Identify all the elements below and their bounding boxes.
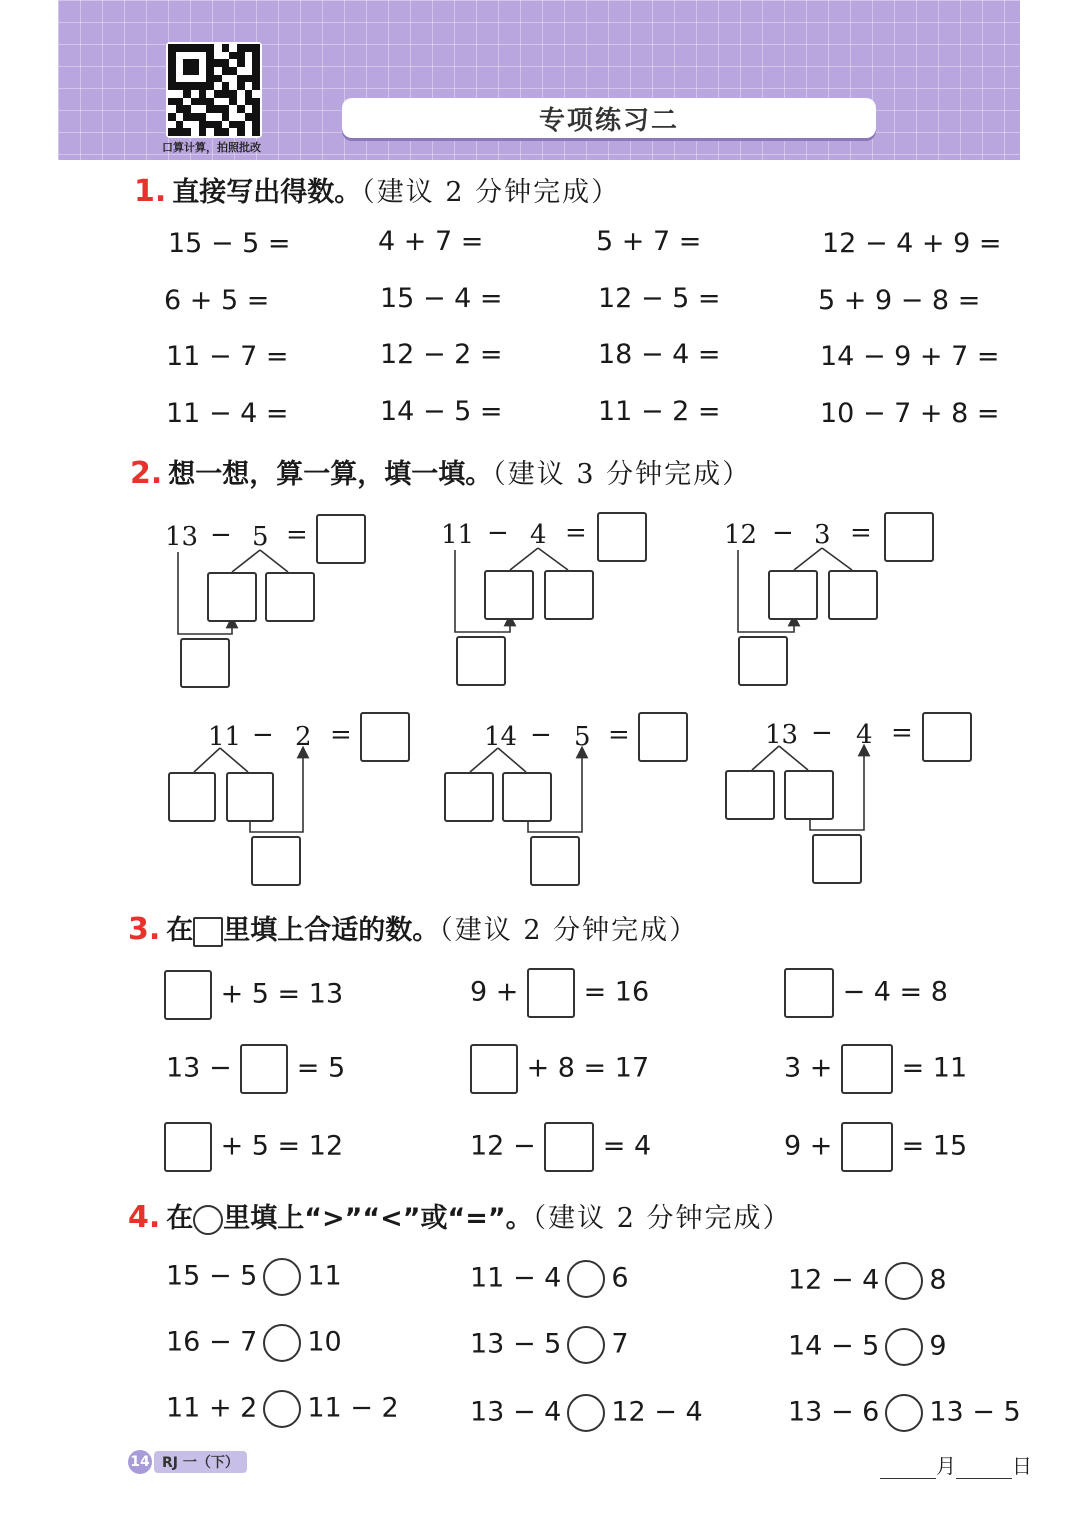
tree-subtrahend: 5 — [574, 722, 591, 752]
s1-problem: 14 − 5 = — [380, 396, 503, 427]
s3-post: = 16 — [583, 976, 650, 1008]
fill-box[interactable] — [164, 1122, 212, 1172]
s3-post: + 8 = 17 — [526, 1052, 650, 1084]
answer-box[interactable] — [360, 712, 410, 762]
fill-box[interactable] — [164, 970, 212, 1020]
split-box[interactable] — [784, 770, 834, 820]
tree-equals: = — [565, 518, 587, 548]
answer-box[interactable] — [597, 512, 647, 562]
tree-minuend: 14 — [484, 722, 518, 752]
s3-post: + 5 = 12 — [220, 1130, 344, 1162]
circle-symbol — [193, 1205, 223, 1235]
title-bar — [342, 98, 876, 138]
step-box[interactable] — [738, 636, 788, 686]
split-box[interactable] — [725, 770, 775, 820]
tree-subtrahend: 2 — [295, 722, 312, 752]
split-box[interactable] — [207, 572, 257, 622]
s4-problem — [470, 1394, 703, 1432]
s4-left: 12 − 4 — [788, 1264, 880, 1296]
s3-problem — [470, 1044, 649, 1094]
page-number: 14 — [128, 1450, 152, 1474]
s3-pre: 9 + — [784, 1130, 833, 1162]
tree-subtrahend: 4 — [530, 520, 547, 550]
tree-subtrahend: 4 — [856, 720, 873, 750]
s3-pre: 12 − — [470, 1130, 536, 1162]
tree-minuend: 12 — [724, 520, 758, 550]
tree-minus: − — [252, 720, 274, 750]
fill-box[interactable] — [240, 1044, 288, 1094]
s3-post: + 5 = 13 — [220, 978, 344, 1010]
section4-heading — [128, 1196, 791, 1235]
section3-note: （建议 2 分钟完成） — [439, 915, 699, 946]
fill-box[interactable] — [527, 968, 575, 1018]
fill-box[interactable] — [784, 968, 834, 1018]
answer-box[interactable] — [922, 712, 972, 762]
month-blank[interactable] — [880, 1458, 936, 1479]
qr-caption: 口算计算，拍照批改 — [162, 141, 261, 154]
s1-problem: 5 + 7 = — [596, 226, 702, 257]
s1-problem: 14 − 9 + 7 = — [820, 341, 1000, 372]
answer-box[interactable] — [884, 512, 934, 562]
step-box[interactable] — [530, 836, 580, 886]
section1-title: 直接写出得数。 — [172, 177, 362, 208]
split-box[interactable] — [768, 570, 818, 620]
s4-left: 15 − 5 — [166, 1260, 258, 1292]
tree-minus: − — [811, 718, 833, 748]
section4-title-post: 里填上“>”“<”或“=”。 — [223, 1203, 533, 1234]
day-label: 日 — [1012, 1454, 1032, 1478]
split-box[interactable] — [484, 570, 534, 620]
fill-box[interactable] — [841, 1044, 893, 1094]
s4-left: 14 − 5 — [788, 1330, 880, 1362]
tree-minuend: 11 — [208, 722, 242, 752]
grade-tag: RJ 一（下） — [154, 1451, 247, 1473]
s3-pre: 9 + — [470, 976, 519, 1008]
s3-post: = 5 — [296, 1052, 346, 1084]
section2-note: （建议 3 分钟完成） — [492, 459, 752, 490]
step-box[interactable] — [180, 638, 230, 688]
s1-problem: 12 − 2 = — [380, 339, 503, 370]
tree-minus: − — [210, 520, 232, 550]
split-box[interactable] — [226, 772, 274, 822]
month-label: 月 — [936, 1454, 956, 1478]
tree-minus: − — [487, 518, 509, 548]
qr-code-icon[interactable] — [166, 42, 262, 138]
compare-circle[interactable] — [567, 1260, 605, 1298]
s3-problem — [784, 1122, 967, 1172]
split-box[interactable] — [828, 570, 878, 620]
s3-problem — [784, 968, 948, 1018]
tree-subtrahend: 5 — [252, 522, 269, 552]
s4-right: 7 — [611, 1328, 629, 1360]
s4-problem — [470, 1326, 629, 1364]
s4-left: 13 − 6 — [788, 1396, 880, 1428]
day-blank[interactable] — [956, 1458, 1012, 1479]
tree-equals: = — [286, 520, 308, 550]
s4-right: 9 — [929, 1330, 947, 1362]
compare-circle[interactable] — [885, 1394, 923, 1432]
s3-pre: 13 − — [166, 1052, 232, 1084]
split-box[interactable] — [168, 772, 216, 822]
compare-circle[interactable] — [263, 1390, 301, 1428]
s1-problem: 15 − 5 = — [168, 228, 291, 259]
compare-circle[interactable] — [263, 1258, 301, 1296]
s1-problem: 15 − 4 = — [380, 283, 503, 314]
section4-note: （建议 2 分钟完成） — [532, 1203, 792, 1234]
compare-circle[interactable] — [263, 1324, 301, 1362]
s4-right: 13 − 5 — [929, 1396, 1021, 1428]
section3-title-pre: 在 — [166, 915, 194, 946]
tree-equals: = — [850, 518, 872, 548]
section2-heading — [130, 452, 751, 491]
s4-right: 10 — [307, 1326, 342, 1358]
s3-problem — [164, 970, 343, 1020]
s3-problem — [470, 968, 649, 1018]
compare-circle[interactable] — [567, 1326, 605, 1364]
s4-problem — [470, 1260, 629, 1298]
s3-problem — [166, 1044, 345, 1094]
s4-right: 8 — [929, 1264, 947, 1296]
s3-problem — [164, 1122, 343, 1172]
s4-problem — [166, 1324, 342, 1362]
tree-minus: − — [530, 720, 552, 750]
s4-right: 11 — [307, 1260, 342, 1292]
split-box[interactable] — [502, 772, 552, 822]
s4-left: 13 − 4 — [470, 1396, 562, 1428]
s4-right: 11 − 2 — [307, 1392, 399, 1424]
fill-box[interactable] — [470, 1044, 518, 1094]
fill-box[interactable] — [544, 1122, 594, 1172]
s4-right: 12 − 4 — [611, 1396, 703, 1428]
tree-equals: = — [608, 720, 630, 750]
section3-title-post: 里填上合适的数。 — [223, 915, 440, 946]
s1-problem: 11 − 2 = — [598, 396, 721, 427]
s1-problem: 5 + 9 − 8 = — [818, 285, 981, 316]
fill-box[interactable] — [841, 1122, 893, 1172]
s1-problem: 11 − 4 = — [166, 398, 289, 429]
s4-left: 11 + 2 — [166, 1392, 258, 1424]
answer-box[interactable] — [316, 514, 366, 564]
split-box[interactable] — [544, 570, 594, 620]
tree-subtrahend: 3 — [814, 520, 831, 550]
s4-problem — [788, 1262, 947, 1300]
tree-minuend: 11 — [441, 520, 475, 550]
s4-problem — [788, 1394, 1021, 1432]
date-area — [880, 1450, 1032, 1479]
s1-problem: 6 + 5 = — [164, 285, 270, 316]
tree-equals: = — [891, 718, 913, 748]
section2-title: 想一想，算一算，填一填。 — [168, 459, 493, 490]
tree-equals: = — [330, 720, 352, 750]
s1-problem: 18 − 4 = — [598, 339, 721, 370]
box-symbol — [193, 917, 223, 947]
page-title: 专项练习二 — [538, 105, 679, 136]
s3-post: = 11 — [901, 1052, 968, 1084]
split-box[interactable] — [265, 572, 315, 622]
s4-right: 6 — [611, 1262, 629, 1294]
section1-number: 1. — [134, 174, 167, 209]
page-badge — [128, 1450, 247, 1474]
s4-left: 11 − 4 — [470, 1262, 562, 1294]
s3-post: = 15 — [901, 1130, 968, 1162]
tree-minuend: 13 — [165, 522, 199, 552]
section4-title-pre: 在 — [166, 1203, 194, 1234]
section1-heading — [134, 170, 620, 209]
s3-post: − 4 = 8 — [842, 976, 948, 1008]
s4-problem — [788, 1328, 947, 1366]
s3-problem — [470, 1122, 651, 1172]
compare-circle[interactable] — [885, 1262, 923, 1300]
s4-left: 13 − 5 — [470, 1328, 562, 1360]
s4-problem — [166, 1390, 399, 1428]
answer-box[interactable] — [638, 712, 688, 762]
compare-circle[interactable] — [885, 1328, 923, 1366]
tree-minuend: 13 — [765, 720, 799, 750]
section2-number: 2. — [130, 456, 163, 491]
step-box[interactable] — [251, 836, 301, 886]
s4-left: 16 − 7 — [166, 1326, 258, 1358]
s1-problem: 11 − 7 = — [166, 341, 289, 372]
step-box[interactable] — [812, 834, 862, 884]
tree-minus: − — [772, 518, 794, 548]
section1-note: （建议 2 分钟完成） — [361, 177, 621, 208]
split-box[interactable] — [444, 772, 494, 822]
s3-post: = 4 — [602, 1130, 652, 1162]
s1-problem: 4 + 7 = — [378, 226, 484, 257]
s3-pre: 3 + — [784, 1052, 833, 1084]
s1-problem: 12 − 4 + 9 = — [822, 228, 1002, 259]
compare-circle[interactable] — [567, 1394, 605, 1432]
section4-number: 4. — [128, 1200, 161, 1235]
s1-problem: 10 − 7 + 8 = — [820, 398, 1000, 429]
s1-problem: 12 − 5 = — [598, 283, 721, 314]
section3-heading — [128, 908, 698, 947]
s3-problem — [784, 1044, 967, 1094]
step-box[interactable] — [456, 636, 506, 686]
s4-problem — [166, 1258, 342, 1296]
section3-number: 3. — [128, 912, 161, 947]
